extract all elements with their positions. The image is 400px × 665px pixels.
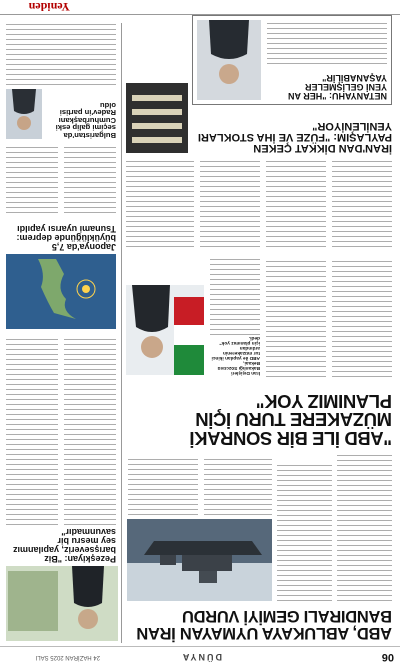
quake-map <box>6 254 116 329</box>
newspaper-logo: Yeniden <box>28 0 70 14</box>
quake-body-col-1 <box>64 143 116 213</box>
talks-body-col-2 <box>266 257 326 377</box>
ship-body-col-2 <box>277 461 332 601</box>
netanyahu-photo <box>197 20 261 100</box>
talks-deck-line-3: için planımız yok" dedi. <box>219 334 260 345</box>
ship-headline: ABD, ABLUKAYA UYMAYAN İRAN BANDIRALI GEMİYİ VURDU <box>136 607 392 642</box>
iran-post-headline: İRAN'DAN DİKKAT ÇEKEN PAYLAŞIM: "FÜZE VE İHA STOKLARI YENİLENİYOR" <box>197 120 392 154</box>
pezeshkian-body-col-1 <box>64 335 116 525</box>
section-label: DÜNYA <box>180 652 222 662</box>
pezeshkian-headline: Pezeşkiyan: "Biz barışseveriz, yapılanmız sey mesru bir savunmadır" <box>12 527 116 564</box>
footer-rule <box>0 14 400 15</box>
talks-photo <box>126 285 204 375</box>
iran-post-photo <box>126 83 188 153</box>
ship-body-col-3 <box>204 455 272 515</box>
netanyahu-box <box>192 15 392 105</box>
quake-headline: Japonya'da 7,5 büyüklüğünde deprem: Tsunami uyarısı yapıldı <box>16 224 116 252</box>
netanyahu-headline: NETANYAHU: "HER AN YENİ GELİŞMELER YAŞANABİLİR" <box>288 73 387 101</box>
ship-photo <box>127 519 272 601</box>
bulgaria-body <box>6 23 116 85</box>
iran-post-body-col-1 <box>332 157 392 247</box>
talks-deck-line-1: İran Dışişleri Bakanlığı Sözcüsü Bekaai, <box>217 359 260 375</box>
pezeshkian-body-col-2 <box>6 335 58 525</box>
issue-date: 24 HAZİRAN 2025 SALI <box>35 654 100 660</box>
bulgaria-headline: Bulgaristan'da seçimi galip eski Cumhurbaşkanı Radev'in partisi oldu <box>55 100 116 140</box>
ship-body-col-4 <box>128 455 198 515</box>
page-number: 06 <box>381 651 394 663</box>
iran-post-body-col-4 <box>126 157 194 247</box>
talks-deck <box>210 335 260 375</box>
iran-post-body-col-2 <box>266 157 326 247</box>
talks-headline: "ABD İLE BİR SONRAKİ MÜZAKERE TURU İÇİN PLANIMIZ YOK" <box>189 391 392 449</box>
talks-body-col-1 <box>332 257 392 377</box>
bulgaria-photo <box>6 89 42 139</box>
ship-body-col-1 <box>337 451 392 601</box>
column-rule <box>121 23 122 643</box>
pezeshkian-photo <box>6 566 118 641</box>
talks-deck-line-2: ABD ile yapılan ikinci tur müzakerenin ardından <box>211 344 260 360</box>
quake-body-col-2 <box>6 143 58 213</box>
iran-post-body-col-3 <box>200 157 260 247</box>
talks-body-col-3 <box>210 255 260 335</box>
netanyahu-body <box>267 20 387 64</box>
